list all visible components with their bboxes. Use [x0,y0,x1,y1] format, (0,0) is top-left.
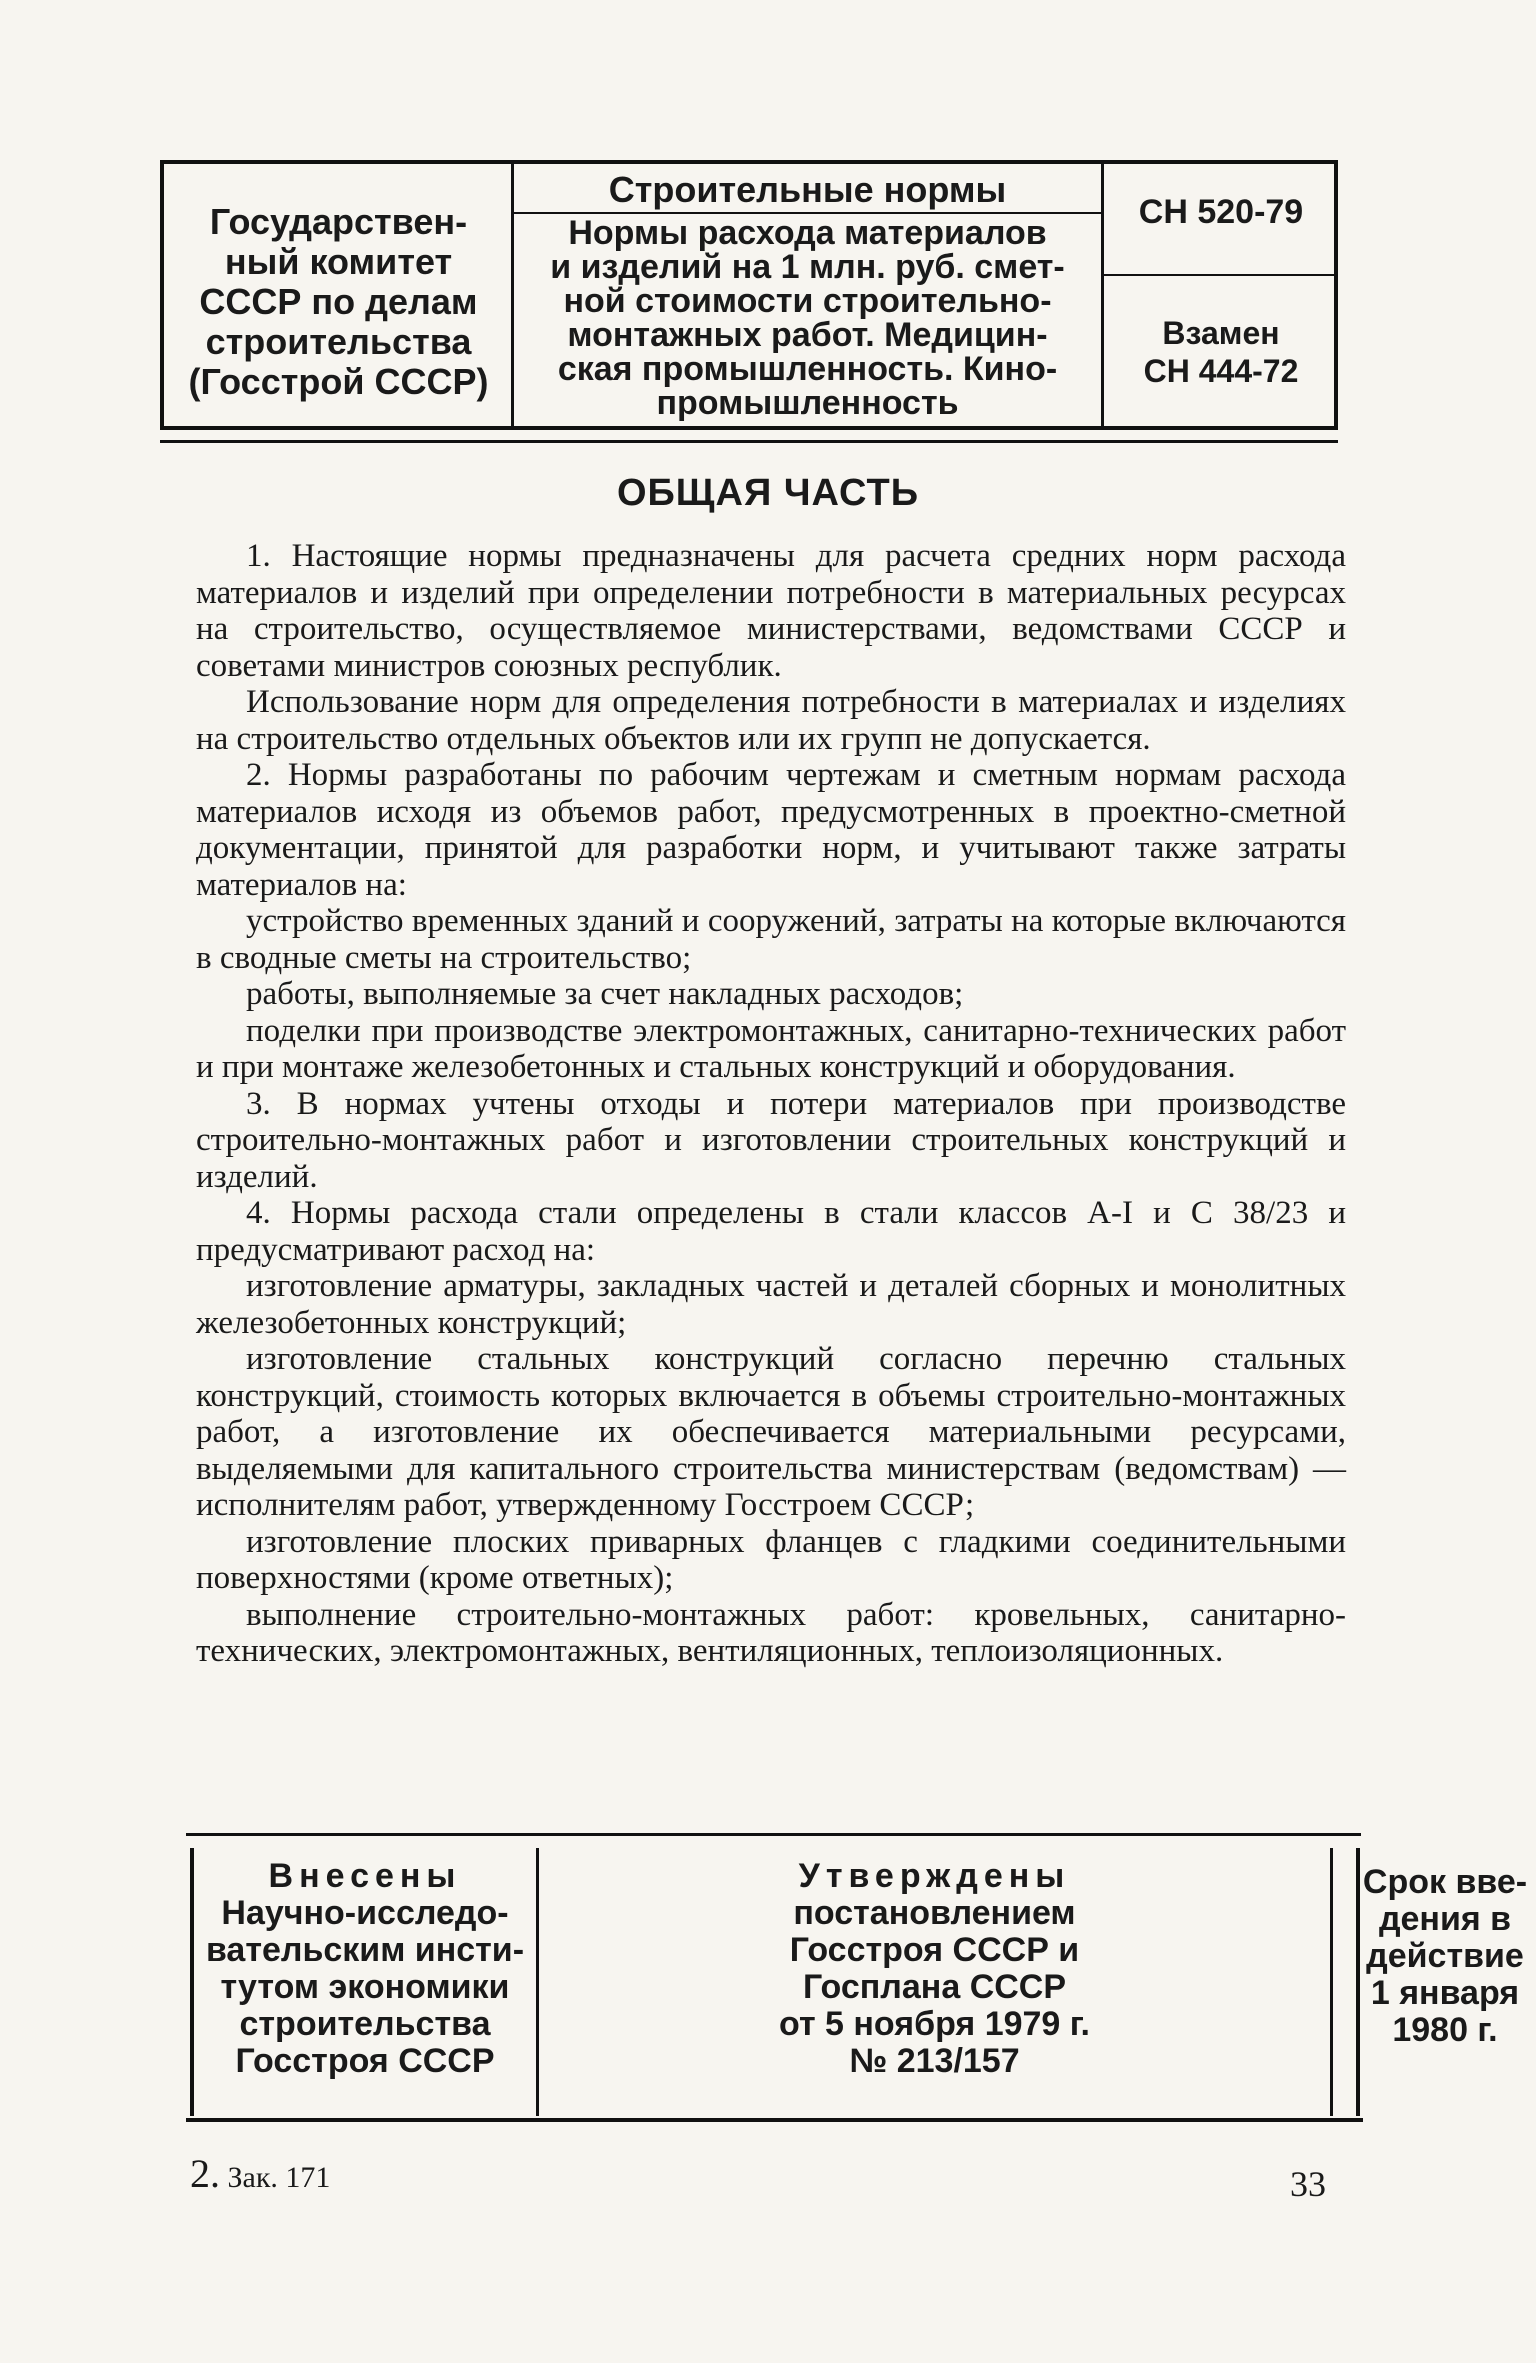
footer-table-top-rule [186,1833,1361,1836]
header-bottom-rule [160,440,1338,443]
paragraph-2b: работы, выполняемые за счет накладных расходов; [246,976,964,1012]
header-table [160,160,1338,430]
paragraph-3: 3. В нормах учтены отходы и потери материалов при производстве строительно-монтажных работ и изготовлении строительных конструкций и изделий. [196,1085,1346,1195]
print-order: Зак. 171 [227,2161,331,2194]
paragraph-2c: поделки при производстве электромонтажных, санитарно-технических работ и при монтаже железобетонных и стальных конструкций и оборудования. [196,1012,1346,1085]
effective-date-cell [1333,1848,1536,2116]
header-organization-cell [164,164,514,426]
document-title: Нормы расхода материалов и изделий на 1 млн. руб. смет- ной стоимости строительно- монтажных работ. Медицин- ская промышленность. Кино- промышленность [550,214,1065,422]
approved-cell [539,1848,1333,2116]
header-code-cell [1104,164,1338,426]
paragraph-2a: устройство временных зданий и сооружений, затраты на которые включаются в сводные сметы на строительство; [196,903,1346,976]
page-number: 33 [1290,2164,1326,2204]
paragraph-4b: изготовление стальных конструкций согласно перечню стальных конструкций, стоимость которых включается в объемы строительно-монтажных работ, а изготовление их обеспечивается материальными ресурсами, выделяемыми для капитального строительства министерствам (ведомствам) — исполнителям работ, утвержденному Госстроем СССР; [196,1341,1346,1523]
organization-name: Государствен- ный комитет СССР по делам строительства (Госстрой СССР) [188,201,489,402]
header-title-cell [514,164,1104,426]
introduced-heading: Внесены [268,1857,462,1895]
document-code: СН 520-79 [1138,193,1304,231]
paragraph-4a: изготовление арматуры, закладных частей и деталей сборных и монолитных железобетонных конструкций; [196,1268,1346,1341]
document-type: Строительные нормы [514,170,1101,214]
effective-date: Срок вве- дения в действие 1 января 1980 г. [1362,1863,1528,2049]
approved-by: постановлением Госстроя СССР и Госплана СССР от 5 ноября 1979 г. № 213/157 [779,1894,1090,2080]
section-title: ОБЩАЯ ЧАСТЬ [616,472,920,514]
print-order-line [190,2150,330,2197]
paragraph-1: 1. Настоящие нормы предназначены для расчета средних норм расхода материалов и изделий при определении потребности в материальных ресурсах на строительство, осуществляемое министерствами, ведомствами СССР и советами министров союзных республик. [196,538,1346,684]
footer-table [190,1848,1528,2116]
paragraph-2: 2. Нормы разработаны по рабочим чертежам и сметным нормам расхода материалов исходя из объемов работ, предусмотренных в проектно-сметной документации, принятой для разработки норм, и учитывают также затраты материалов на: [196,757,1346,903]
replaces-code: Взамен СН 444-72 [1143,315,1299,389]
introduced-by: Научно-исследо- вательским инсти- тутом экономики строительства Госстроя СССР [205,1894,525,2080]
introduced-cell [194,1848,539,2116]
paragraph-1b: Использование норм для определения потребности в материалах и изделиях на строительство отдельных объектов или их групп не допускается. [196,684,1346,757]
body-text [196,538,1346,1670]
paragraph-4d: выполнение строительно-монтажных работ: кровельных, санитарно-технических, электромонтажных, вентиляционных, теплоизоляционных. [196,1596,1346,1669]
footer-table-bottom-rule [186,2118,1363,2122]
code-divider [1104,274,1338,276]
sheet-number: 2. [190,2151,220,2196]
paragraph-4: 4. Нормы расхода стали определены в стали классов А-I и С 38/23 и предусматривают расход на: [196,1195,1346,1268]
approved-heading: Утверждены [798,1857,1071,1895]
paragraph-4c: изготовление плоских приварных фланцев с гладкими соединительными поверхностями (кроме ответных); [196,1523,1346,1596]
